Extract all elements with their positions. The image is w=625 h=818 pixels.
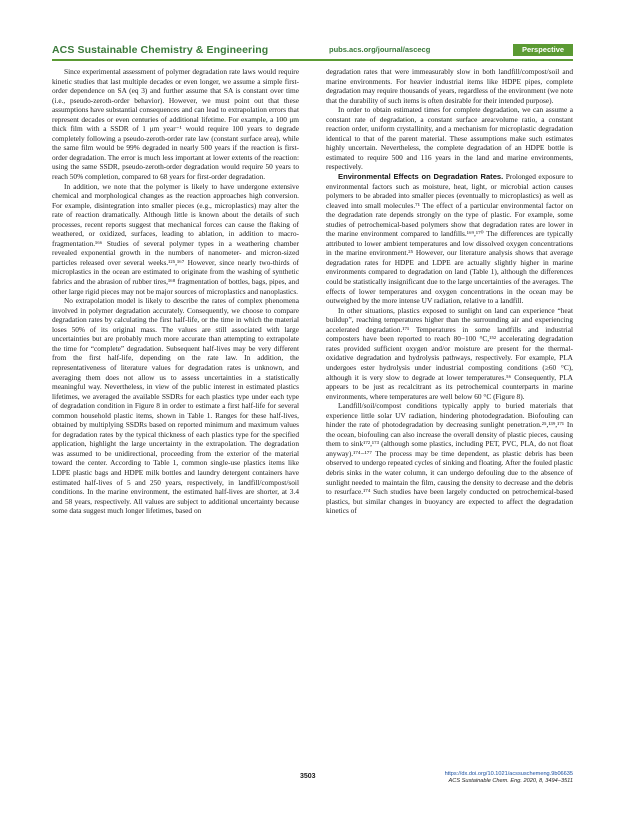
section-paragraph (326, 172, 573, 306)
paragraph: Landfill/soil/compost conditions typically apply to buried materials that experience little solar UV radiation, hindering photodegradation. Biofouling can hinder the rate of photodegradation by decreasing sunlight penetration.²⁵,¹³⁹,¹⁷¹ In the ocean, biofouling can also increase the overall density of plastic pieces, causing them to sink¹⁷²,¹⁷³ (although some plastics, including PET, PVC, PLA, do not float anyway).¹⁷⁴−¹⁷⁷ The process may be time dependent, as plastic debris has been observed to undergo repeated cycles of sinking and floating. After the fouled plastic debris sinks in the water column, it can undergo defouling due to the absence of sunlight needed to maintain the film, causing the density to decrease and the debris to resurface.¹⁷⁴ Such studies have been largely conducted on petrochemical-based plastics, but similar changes in buoyancy are expected to affect the degradation kinetics of (326, 401, 573, 516)
footer-citation (445, 771, 573, 785)
journal-url-link[interactable]: pubs.acs.org/journal/ascecg (329, 45, 431, 54)
paragraph: Since experimental assessment of polymer degradation rate laws would require kinetic studies that last multiple decades or even longer, we assume a simple first-order dependence on SA (eq 3) and further assume that SA is constant over time (i.e., pseudo-zeroth-order behavior). However, we must point out that these assumptions have substantial consequences and can lead to extrapolation errors that represent decades or even centuries of additional lifetime. For example, a 100 μm thick film with a SSDR of 1 μm year⁻¹ would require 100 years to degrade completely following a pseudo-zeroth-order rate law (constant surface area), while the same film would be 99% degraded in nearly 500 years if the reaction is first-order degradation. The error is much less important at lower extents of the reaction: using the same SSDR, pseudo-zeroth-order degradation would require 50 years to reach 50% completion, compared to 68 years for first-order degradation. (52, 67, 299, 182)
paragraph: In order to obtain estimated times for complete degradation, we can assume a constant rate of degradation, a constant surface area:volume ratio, a constant reaction order, uniform crystallinity, and a mechanism for microplastic degradation identical to that of the parent material. These assumptions make such estimates highly uncertain. Nevertheless, the complete degradation of an HDPE bottle is estimated to require 500 and 116 years in the land and marine environments, respectively. (326, 105, 573, 172)
citation-text: ACS Sustainable Chem. Eng. 2020, 8, 3494−3511 (448, 778, 573, 784)
left-column (52, 67, 299, 516)
doi-link[interactable]: https://dx.doi.org/10.1021/acssuschemeng.9b06635 (444, 771, 573, 777)
page-number: 3503 (300, 773, 316, 780)
paragraph: degradation rates that were immeasurably slow in both landfill/compost/soil and marine environments. For heavier industrial items like HDPE pipes, complete degradation may require thousands of years, regardless of the environment (we note that the durability of such items is often desirable for their intended purpose). (326, 67, 573, 105)
page-header (52, 44, 573, 58)
section-text: Prolonged exposure to environmental factors such as moisture, heat, light, or microbial action causes polymers to be abraded into smaller pieces (eventually to microplastics) as well as cleaved into small molecules.⁷¹ The effect of a particular environmental factor on the degradation rate depends strongly on the type of plastic. For example, some studies of petrochemical-based polymers show that degradation rates are lower in the marine environment compared to landfills.¹⁶⁹,¹⁷⁰ The differences are typically attributed to lower ambient temperatures and low dissolved oxygen concentrations in the marine environment.²⁵ However, our literature analysis shows that average degradation rates for HDPE and LDPE are actually slightly higher in marine environments compared to degradation on land (Table 1), although the differences could be statistically insignificant due to the large uncertainties of the averages. The effects of lower temperatures and oxygen concentrations in the ocean may be outweighed by the more intense UV radiation, relative to a landfill. (326, 172, 573, 306)
article-type-badge: Perspective (513, 44, 573, 56)
journal-name[interactable]: ACS Sustainable Chemistry & Engineering (52, 44, 269, 56)
paragraph: In addition, we note that the polymer is likely to have undergone extensive chemical and morphological changes as the reaction approaches high conversion. For example, disintegration into smaller pieces (e.g., microplastics) may alter the rate of reaction dramatically. Although little is known about the details of such processes, recent reports suggest that mechanical forces can cause the flaking of weathered, or oxidized, surfaces, leading to ablation, in addition to macro-fragmentation.¹⁶⁶ Studies of several polymer types in a weathering chamber revealed exponential growth in the numbers of nanometer- and micron-sized particles released over several weeks.¹²⁵,¹⁶⁷ However, since nearly two-thirds of microplastics in the ocean are estimated to originate from the washing of synthetic fabrics and the abrasion of rubber tires,¹⁶⁸ fragmentation of bottles, bags, pipes, and other large rigid pieces may not be major sources of microplastics and nanoplastics. (52, 181, 299, 296)
section-heading: Environmental Effects on Degradation Rates. (338, 172, 504, 182)
header-rule (52, 59, 573, 61)
paragraph: In other situations, plastics exposed to sunlight on land can experience “heat buildup”, reaching temperatures higher than the surrounding air and experiencing accelerated degradation.¹⁷¹ Temperatures in some landfills and industrial composters have been reported to reach 80−100 °C,¹⁵² accelerating degradation rates provided sufficient oxygen and/or moisture are present for the thermal-oxidative degradation and hydrolysis pathways, respectively. For example, PLA undergoes ester hydrolysis under industrial composting conditions (≥60 °C), although it is very slow to degrade at lower temperatures.⁵⁶ Consequently, PLA appears to be just as recalcitrant as its petrochemical counterparts in marine environments, where temperatures are well below 60 °C (Figure 8). (326, 305, 573, 401)
right-column (326, 67, 573, 516)
paragraph: No extrapolation model is likely to describe the rates of complex phenomena involved in polymer degradation accurately. Consequently, we choose to compare degradation rates by calculating the first half-life, or the time in which the material loses 50% of its original mass. The values are still associated with large uncertainties but are probably much more accurate than attempting to extrapolate the time for “complete” degradation. Subsequent half-lives may be very different from the first half-life, depending on the rate law. In addition, the representativeness of literature values for degradation rates is unknown, and averaging them does not allow us to assess uncertainties in a statistically meaningful way. Nevertheless, in view of the public interest in estimated plastics lifetimes, we averaged the available SSDRs for each plastics type under each type of degradation condition in Figure 8 in order to estimate a first half-life for several common household plastic items, shown in Table 1. Ranges for these half-lives, obtained by multiplying SSDRs based on reported minimum and maximum values for degradation rates by the typical thickness of each plastics type for the specified application, highlight the large uncertainty in the extrapolation. The degradation was assumed to be unidirectional, proceeding from the exterior of the material toward the center. According to Table 1, common single-use plastics items like LDPE plastic bags and HDPE milk bottles and laundry detergent containers have estimated half-lives of 5 and 250 years, respectively, in landfill/compost/soil conditions. In the marine environment, the estimated half-lives are shorter, at 3.4 and 58 years, respectively. All values are subject to additional uncertainty because some data suggest much longer lifetimes, based on (52, 296, 299, 516)
